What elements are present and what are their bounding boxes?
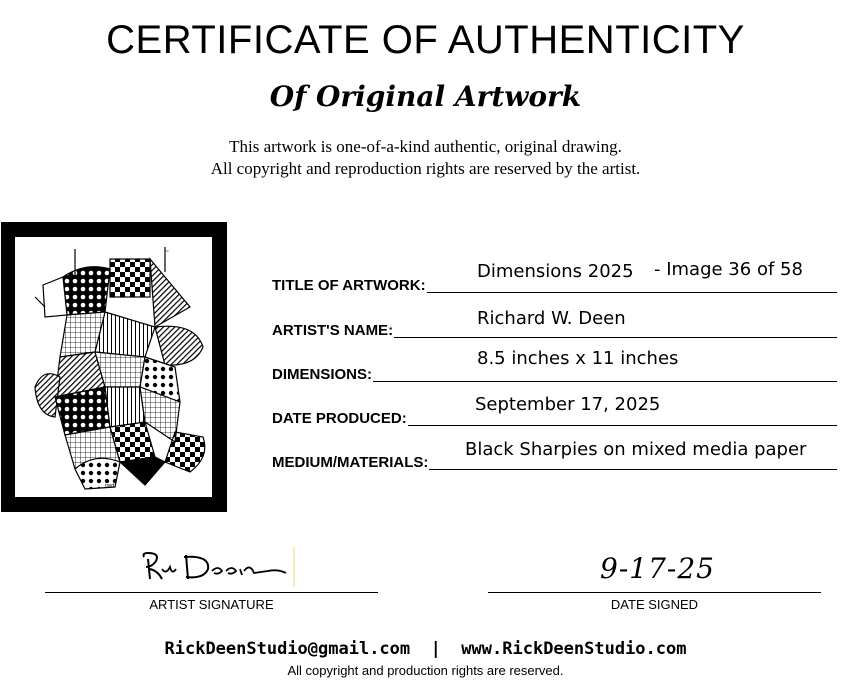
artist-signature-image [138, 545, 298, 590]
artwork-image-frame [1, 222, 227, 512]
date-signed-caption: DATE SIGNED [610, 597, 699, 612]
field-value-title: Dimensions 2025 [477, 261, 634, 282]
field-value-title-extra: - Image 36 of 58 [654, 259, 803, 280]
footer-contact: RickDeenStudio@gmail.com | www.RickDeenStudio.com [164, 639, 687, 659]
field-value-medium: Black Sharpies on mixed media paper [465, 439, 807, 460]
date-signed-line [488, 592, 821, 593]
certificate-title: CERTIFICATE OF AUTHENTICITY [106, 18, 745, 62]
field-value-artist: Richard W. Deen [477, 308, 626, 329]
field-label-artist: ARTIST'S NAME: [272, 322, 394, 339]
field-title-of-artwork [272, 259, 837, 294]
field-label-date: DATE PRODUCED: [272, 410, 407, 427]
intro-line-2: All copyright and reproduction rights are reserved by the artist. [210, 159, 641, 178]
artwork-image [15, 237, 212, 497]
field-label-medium: MEDIUM/MATERIALS: [272, 454, 429, 471]
artist-signature-line [45, 592, 378, 593]
footer-note: All copyright and production rights are reserved. [287, 663, 564, 678]
field-value-dimensions: 8.5 inches x 11 inches [477, 348, 679, 369]
handwritten-signature [138, 545, 298, 590]
field-medium-materials [272, 441, 837, 471]
field-dimensions [272, 348, 837, 383]
date-signed-handwritten: 9-17-25 [600, 552, 715, 585]
field-artist-name [272, 309, 837, 339]
certificate-subtitle: Of Original Artwork [269, 80, 582, 113]
intro-line-1: This artwork is one-of-a-kind authentic, original drawing. [229, 137, 622, 156]
field-label-dimensions: DIMENSIONS: [272, 366, 373, 383]
svg-text:rwd: rwd [105, 483, 115, 489]
field-value-date: September 17, 2025 [475, 394, 661, 415]
artwork-drawing [15, 237, 212, 497]
artist-signature-caption: ARTIST SIGNATURE [149, 597, 274, 612]
field-label-title: TITLE OF ARTWORK: [272, 277, 426, 294]
intro-text [0, 136, 851, 180]
field-date-produced [272, 394, 837, 427]
svg-text:~: ~ [165, 249, 170, 255]
